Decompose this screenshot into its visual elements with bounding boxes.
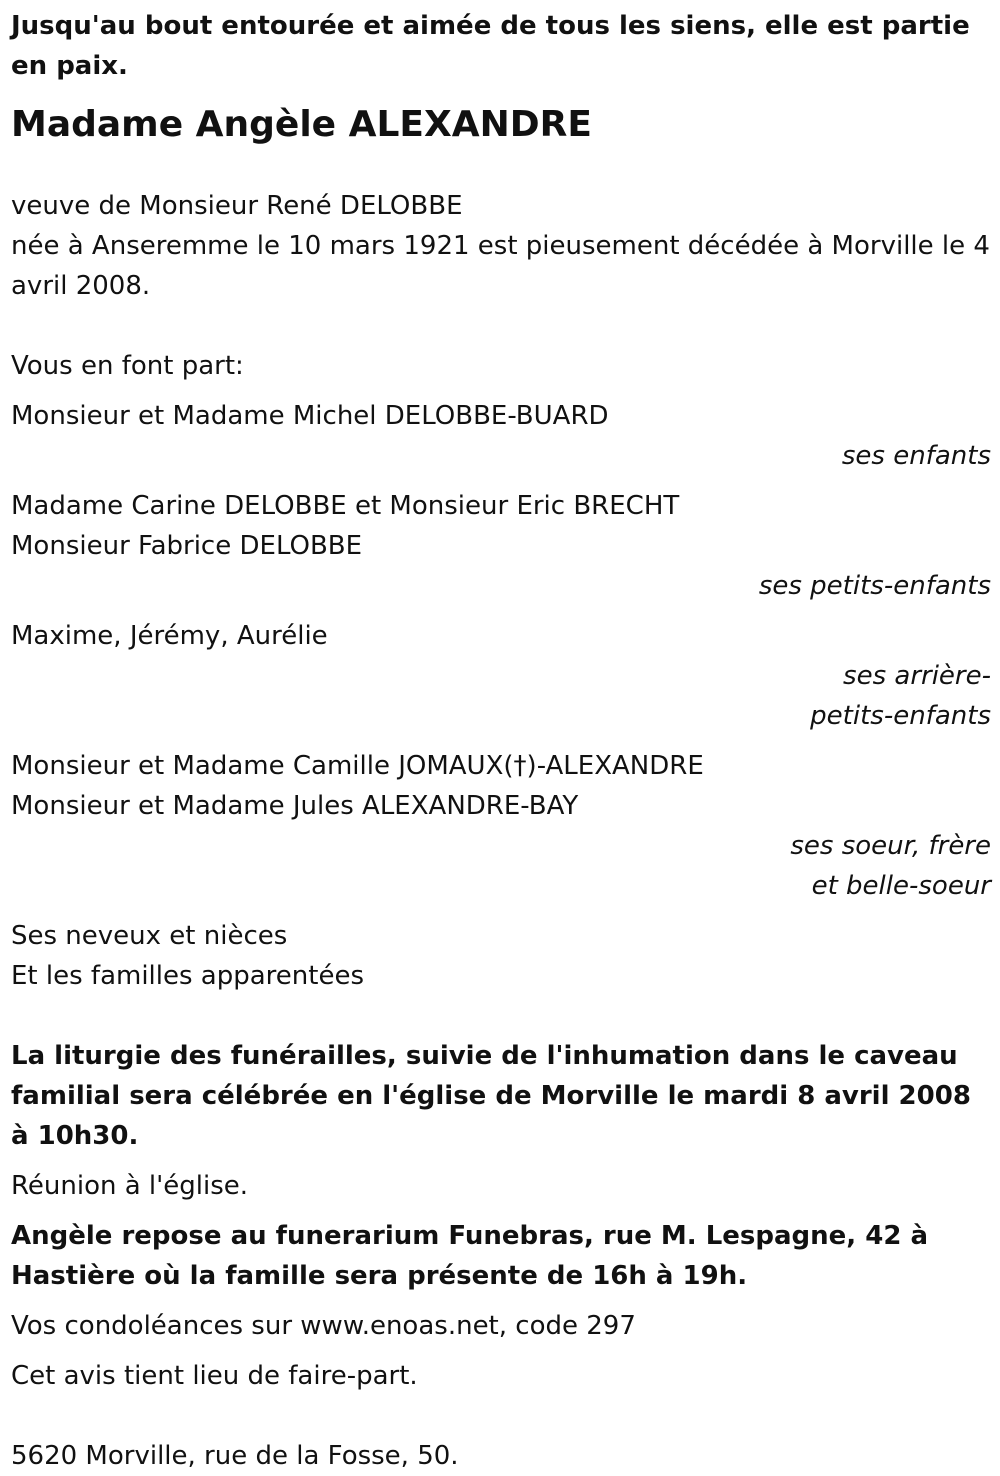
widow-of-text: veuve de Monsieur René DELOBBE — [11, 191, 463, 221]
family-line: Madame Carine DELOBBE et Monsieur Eric BRECHT — [11, 491, 680, 521]
other-relatives — [11, 916, 991, 996]
reunion-text: Réunion à l'église. — [11, 1171, 249, 1201]
relation-label: ses enfants — [841, 441, 991, 471]
other-line: Ses neveux et nièces — [11, 921, 288, 951]
family-line: Monsieur et Madame Jules ALEXANDRE-BAY — [11, 791, 579, 821]
relation-label: ses petits-enfants — [758, 571, 991, 601]
announce-text: Vous en font part: — [11, 351, 244, 381]
relation-label: ses soeur, frère et belle-soeur — [790, 831, 991, 901]
spacer — [11, 1396, 991, 1436]
spacer — [11, 306, 991, 346]
family-group-grandchildren — [11, 486, 991, 606]
liturgy-text: La liturgie des funérailles, suivie de l'inhumation dans le caveau familial sera célébrée en l'église de Morville le mardi 8 avril 2008 à 10h30. — [11, 1041, 971, 1151]
relation-label: ses arrière-petits-enfants — [810, 661, 991, 731]
address-text: 5620 Morville, rue de la Fosse, 50. — [11, 1441, 459, 1471]
family-line: Monsieur et Madame Camille JOMAUX(†)-ALEXANDRE — [11, 751, 704, 781]
obituary-notice — [11, 6, 991, 1476]
birth-death-text: née à Anseremme le 10 mars 1921 est pieusement décédée à Morville le 4 avril 2008. — [11, 231, 990, 301]
family-group-great-grandchildren — [11, 616, 991, 736]
deceased-name: Madame Angèle ALEXANDRE — [11, 104, 592, 145]
family-line: Monsieur Fabrice DELOBBE — [11, 531, 363, 561]
family-group-siblings — [11, 746, 991, 906]
funerarium-text: Angèle repose au funerarium Funebras, rue M. Lespagne, 42 à Hastière où la famille sera présente de 16h à 19h. — [11, 1221, 929, 1291]
family-group-children — [11, 396, 991, 476]
spacer — [11, 996, 991, 1036]
condolences-text: Vos condoléances sur www.enoas.net, code 297 — [11, 1311, 636, 1341]
intro-text: Jusqu'au bout entourée et aimée de tous les siens, elle est partie en paix. — [11, 11, 970, 81]
family-line: Maxime, Jérémy, Aurélie — [11, 621, 328, 651]
other-line: Et les familles apparentées — [11, 961, 365, 991]
notice-text: Cet avis tient lieu de faire-part. — [11, 1361, 418, 1391]
family-line: Monsieur et Madame Michel DELOBBE-BUARD — [11, 401, 609, 431]
